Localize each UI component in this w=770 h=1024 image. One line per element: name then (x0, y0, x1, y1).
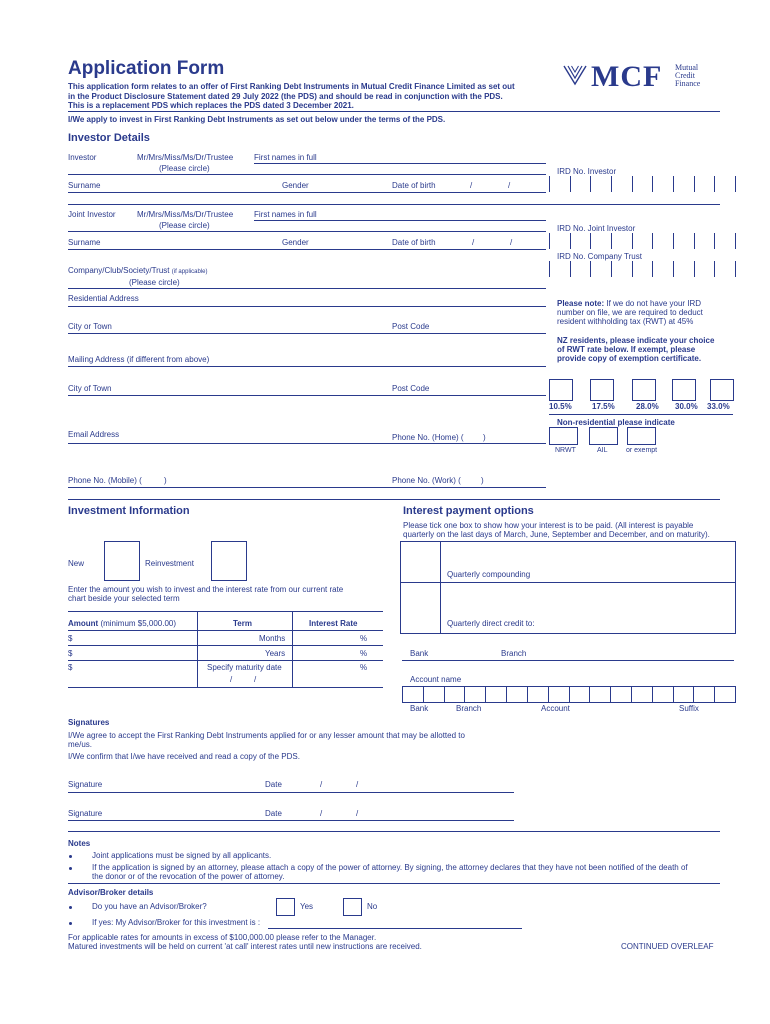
phone-work-label: Phone No. (Work) ( (392, 476, 461, 485)
exempt-box[interactable] (627, 427, 656, 445)
note-item-2: If the application is signed by an attorney, please attach a copy of the power of attorney. By signing, the attorney declares that they have not been notified of the death of (92, 863, 688, 872)
rwt-box-30-0[interactable] (672, 379, 696, 401)
date-2-label: Date (265, 809, 282, 818)
residential-address-field[interactable] (68, 306, 546, 307)
signature-2-field[interactable] (68, 820, 514, 821)
email-phone-home-field[interactable] (68, 443, 546, 444)
rwt-box-10-5[interactable] (549, 379, 573, 401)
investor-first-names-field[interactable] (254, 163, 546, 164)
nrwt-label: NRWT (555, 447, 576, 454)
mailing-address-field[interactable] (68, 366, 546, 367)
intro-line-3: This is a replacement PDS which replaces the PDS dated 3 December 2021. (68, 101, 354, 110)
post-code-label: Post Code (392, 322, 430, 331)
enter-amount-text: Enter the amount you wish to invest and the interest rate from our current rate (68, 585, 344, 594)
footer-rates-note: For applicable rates for amounts in excess of $100,000.00 please refer to the Manager. (68, 933, 377, 942)
specify-maturity-label: Specify maturity date (207, 663, 282, 672)
date-1-label: Date (265, 780, 282, 789)
advisor-question: Do you have an Advisor/Broker? (92, 902, 207, 911)
email-label: Email Address (68, 430, 120, 439)
nz-residents-note: NZ residents, please indicate your choice (557, 336, 715, 345)
advisor-ifyes: If yes: My Advisor/Broker for this investment is : (92, 918, 261, 927)
notes-heading: Notes (68, 839, 91, 848)
quarterly-direct-label: Quarterly direct credit to: (447, 619, 535, 628)
company-field[interactable] (68, 288, 546, 289)
intro-line-1: This application form relates to an offer of First Ranking Debt Instruments in Mutual Credit Finance Limited as set out (68, 82, 515, 91)
city-field[interactable] (68, 333, 546, 334)
investor-gender-label: Gender (282, 181, 309, 190)
investor-details-heading: Investor Details (68, 132, 150, 144)
investment-info-heading: Investment Information (68, 505, 190, 517)
mcf-logo-icon (562, 63, 588, 87)
mailing-city-field[interactable] (68, 395, 546, 396)
payment-desc: Please tick one box to show how your interest is to be paid. (All interest is payable (403, 521, 694, 530)
reinvestment-label: Reinvestment (145, 559, 194, 568)
company-label: Company/Club/Society/Trust (if applicable) (68, 266, 208, 275)
footer-matured-note: Matured investments will be held on current 'at call' interest rates until new instructions are received. (68, 942, 422, 951)
bullet-icon (69, 922, 72, 925)
logo-subtext: Mutual Credit Finance (675, 63, 701, 88)
acct-bank-label: Bank (410, 704, 429, 713)
joint-please-circle: (Please circle) (159, 221, 210, 230)
joint-title-options[interactable]: Mr/Mrs/Miss/Ms/Dr/Trustee (137, 210, 234, 219)
ird-investor-label: IRD No. Investor (557, 167, 617, 176)
joint-surname-label: Surname (68, 238, 101, 247)
account-number-field[interactable] (402, 686, 736, 703)
rwt-box-28-0[interactable] (632, 379, 656, 401)
investor-first-names-label: First names in full (254, 153, 317, 162)
rwt-rate-label: 17.5% (592, 402, 615, 411)
agree-text: I/We agree to accept the First Ranking Debt Instruments applied for or any lesser amount that may be allotted to (68, 731, 465, 740)
investor-label: Investor (68, 153, 97, 162)
reinvestment-checkbox[interactable] (211, 541, 247, 581)
city-label: City or Town (68, 322, 112, 331)
ird-company-label: IRD No. Company Trust (557, 252, 642, 261)
apply-statement: I/We apply to invest in First Ranking Debt Instruments as set out below under the terms of the PDS. (68, 115, 446, 124)
advisor-name-field[interactable] (268, 928, 522, 929)
rwt-box-17-5[interactable] (590, 379, 614, 401)
signature-1-label: Signature (68, 780, 103, 789)
phone-mobile-label: Phone No. (Mobile) ( (68, 476, 142, 485)
form-title: Application Form (68, 58, 225, 79)
years-row[interactable] (68, 660, 383, 661)
quarterly-compounding-label: Quarterly compounding (447, 570, 531, 579)
bank-branch-field[interactable] (402, 660, 734, 661)
joint-gender-label: Gender (282, 238, 309, 247)
bullet-icon (69, 906, 72, 909)
joint-dob-label: Date of birth (392, 238, 436, 247)
rwt-rate-label: 30.0% (675, 402, 698, 411)
joint-first-names-label: First names in full (254, 210, 317, 219)
maturity-row[interactable] (68, 687, 383, 688)
mailing-city-label: City of Town (68, 384, 112, 393)
signature-2-label: Signature (68, 809, 103, 818)
bank-label: Bank (410, 649, 429, 658)
non-resident-heading: Non-residential please indicate (557, 418, 675, 427)
investor-surname-label: Surname (68, 181, 101, 190)
new-label: New (68, 559, 85, 568)
investor-dob-label: Date of birth (392, 181, 436, 190)
acct-account-label: Account (541, 704, 570, 713)
rwt-box-33-0[interactable] (710, 379, 734, 401)
advisor-no-checkbox[interactable] (343, 898, 362, 916)
bullet-icon (69, 867, 72, 870)
ail-box[interactable] (589, 427, 618, 445)
bullet-icon (69, 855, 72, 858)
intro-line-2: in the Product Disclosure Statement dated 29 July 2022 (the PDS) and should be read in conjunction with the PDS. (68, 92, 503, 101)
logo-wordmark: MCF (591, 60, 663, 93)
joint-first-names-field[interactable] (254, 220, 546, 221)
company-please-circle: (Please circle) (129, 278, 180, 287)
mailing-address-label: Mailing Address (if different from above) (68, 355, 210, 364)
advisor-yes-checkbox[interactable] (276, 898, 295, 916)
quarterly-direct-tickbox[interactable] (401, 583, 440, 632)
signatures-heading: Signatures (68, 718, 110, 727)
ird-joint-label: IRD No. Joint Investor (557, 224, 636, 233)
account-name-label: Account name (410, 675, 462, 684)
years-label: Years (265, 649, 286, 658)
please-note: Please note: If we do not have your IRD (557, 299, 702, 308)
amount-header: Amount (minimum $5,000.00) (68, 619, 177, 628)
ird-investor-field[interactable] (549, 176, 736, 192)
advisor-yes-label: Yes (300, 902, 314, 911)
mailing-post-code-label: Post Code (392, 384, 430, 393)
rwt-rate-label: 33.0% (707, 402, 730, 411)
ird-company-field[interactable] (549, 261, 736, 277)
joint-surname-field[interactable] (68, 249, 546, 250)
acct-suffix-label: Suffix (679, 704, 699, 713)
ail-label: AIL (597, 447, 608, 454)
investor-please-circle: (Please circle) (159, 164, 210, 173)
investor-surname-field[interactable] (68, 192, 546, 193)
advisor-heading: Advisor/Broker details (68, 888, 154, 897)
phone-home-label: Phone No. (Home) ( (392, 433, 464, 442)
months-row[interactable] (68, 645, 383, 646)
acct-branch-label: Branch (456, 704, 482, 713)
residential-address-label: Residential Address (68, 294, 139, 303)
interest-payment-heading: Interest payment options (403, 505, 534, 517)
branch-label: Branch (501, 649, 527, 658)
months-label: Months (259, 634, 286, 643)
signature-1-field[interactable] (68, 792, 514, 793)
term-header: Term (233, 619, 252, 628)
continued-overleaf: CONTINUED OVERLEAF (621, 942, 714, 951)
rwt-rate-label: 28.0% (636, 402, 659, 411)
rwt-rate-label: 10.5% (549, 402, 572, 411)
exempt-label: or exempt (626, 447, 658, 454)
interest-rate-header: Interest Rate (309, 619, 358, 628)
joint-investor-label: Joint Investor (68, 210, 116, 219)
phone-mobile-work-field[interactable] (68, 487, 546, 488)
nrwt-box[interactable] (549, 427, 578, 445)
new-checkbox[interactable] (104, 541, 140, 581)
advisor-no-label: No (367, 902, 378, 911)
ird-joint-field[interactable] (549, 233, 736, 249)
quarterly-compounding-tickbox[interactable] (401, 542, 440, 582)
confirm-text: I/We confirm that I/we have received and read a copy of the PDS. (68, 752, 300, 761)
note-item-1: Joint applications must be signed by all applicants. (92, 851, 272, 860)
investor-title-options[interactable]: Mr/Mrs/Miss/Ms/Dr/Trustee (137, 153, 234, 162)
